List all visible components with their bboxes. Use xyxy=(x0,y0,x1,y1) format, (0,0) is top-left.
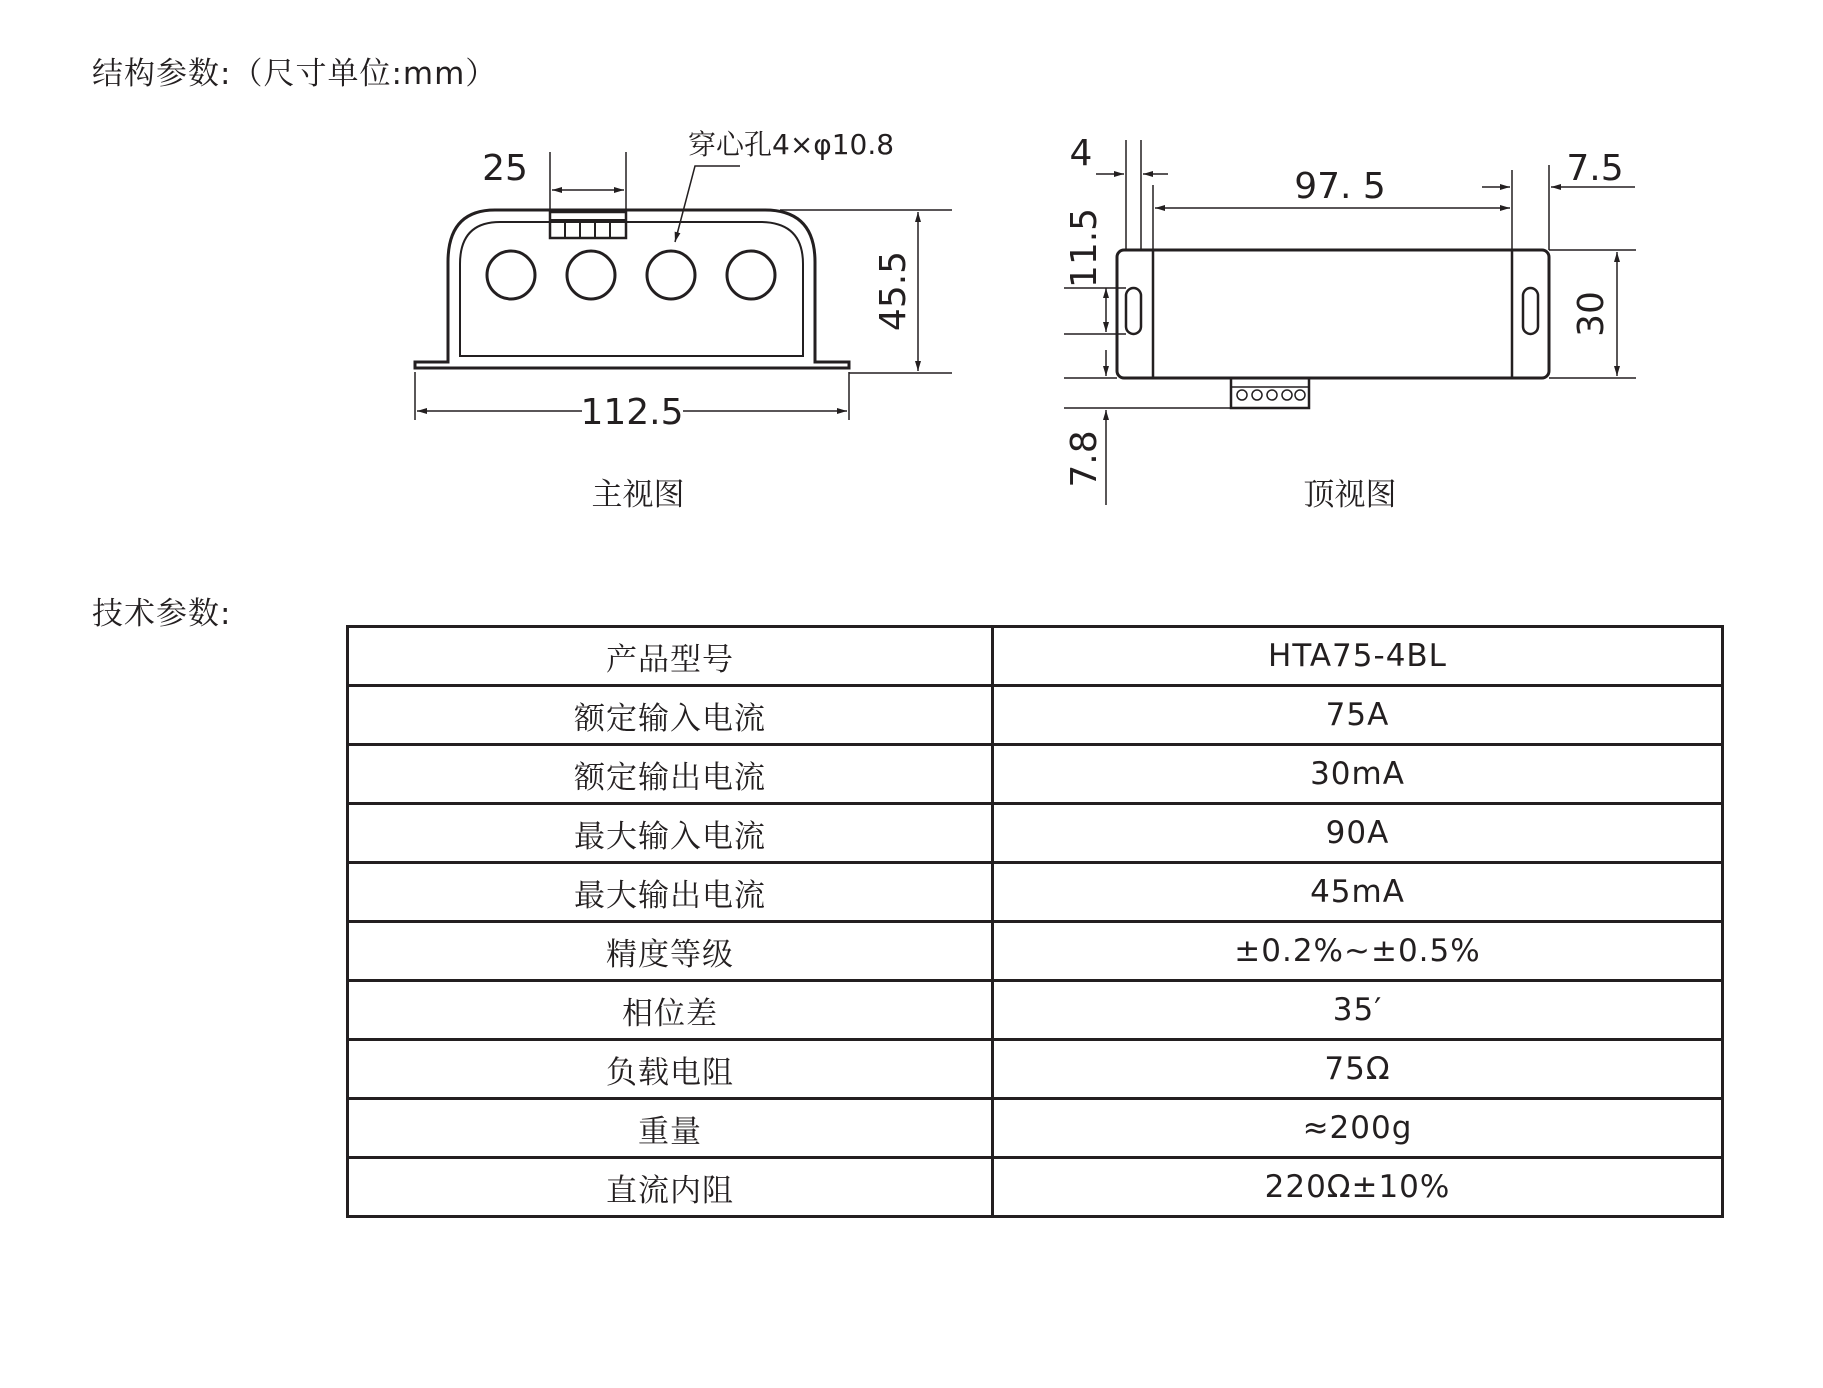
table-row xyxy=(348,922,1723,981)
table-row xyxy=(348,981,1723,1040)
top-view-caption: 顶视图 xyxy=(1303,477,1397,513)
top-dim-slot: 11.5 xyxy=(1064,207,1105,289)
top-dim-right: 7.5 xyxy=(1566,148,1624,189)
value-cell: HTA75-4BL xyxy=(993,627,1723,686)
through-hole-1 xyxy=(487,251,535,299)
value-cell: ±0.2%~±0.5% xyxy=(993,922,1723,981)
top-dim-terminal: 7.8 xyxy=(1064,430,1105,488)
technical-heading: 技术参数: xyxy=(92,596,232,632)
front-hole-note: 穿心孔4×φ10.8 xyxy=(688,128,895,161)
top-mounting-slot-left xyxy=(1126,288,1141,334)
through-hole-3 xyxy=(647,251,695,299)
top-housing-outline xyxy=(1117,250,1549,378)
value-cell: 90A xyxy=(993,804,1723,863)
value-cell: 30mA xyxy=(993,745,1723,804)
front-housing-inner xyxy=(460,222,803,356)
param-cell: 重量 xyxy=(348,1099,993,1158)
table-row xyxy=(348,1040,1723,1099)
table-row xyxy=(348,686,1723,745)
table-row xyxy=(348,1099,1723,1158)
top-dim-length: 97. 5 xyxy=(1294,166,1386,207)
through-hole-2 xyxy=(567,251,615,299)
param-cell: 额定输入电流 xyxy=(348,686,993,745)
table-row xyxy=(348,627,1723,686)
top-terminal-block xyxy=(1231,378,1309,408)
param-cell: 相位差 xyxy=(348,981,993,1040)
through-hole-4 xyxy=(727,251,775,299)
front-housing-outline xyxy=(415,210,849,368)
table-row xyxy=(348,1158,1723,1217)
table-row xyxy=(348,745,1723,804)
front-dim-terminal: 25 xyxy=(482,148,528,189)
front-view-drawing xyxy=(415,152,952,420)
param-cell: 最大输入电流 xyxy=(348,804,993,863)
top-dim-left: 4 xyxy=(1069,133,1093,174)
top-mounting-slot-right xyxy=(1523,288,1538,334)
top-dim-depth: 30 xyxy=(1571,291,1612,337)
value-cell: 220Ω±10% xyxy=(993,1158,1723,1217)
value-cell: 35′ xyxy=(993,981,1723,1040)
structure-heading: 结构参数:（尺寸单位:mm） xyxy=(92,56,498,92)
dimension-drawings xyxy=(0,0,1823,560)
front-dim-height: 45.5 xyxy=(873,250,914,332)
front-terminal-block xyxy=(550,212,626,238)
value-cell: 75A xyxy=(993,686,1723,745)
table-row xyxy=(348,804,1723,863)
param-cell: 产品型号 xyxy=(348,627,993,686)
param-cell: 负载电阻 xyxy=(348,1040,993,1099)
value-cell: ≈200g xyxy=(993,1099,1723,1158)
front-dim-width: 112.5 xyxy=(580,392,684,433)
table-row xyxy=(348,863,1723,922)
value-cell: 45mA xyxy=(993,863,1723,922)
front-view-caption: 主视图 xyxy=(591,477,685,513)
param-cell: 直流内阻 xyxy=(348,1158,993,1217)
param-cell: 额定输出电流 xyxy=(348,745,993,804)
param-cell: 最大输出电流 xyxy=(348,863,993,922)
param-cell: 精度等级 xyxy=(348,922,993,981)
spec-table xyxy=(346,625,1724,1218)
value-cell: 75Ω xyxy=(993,1040,1723,1099)
